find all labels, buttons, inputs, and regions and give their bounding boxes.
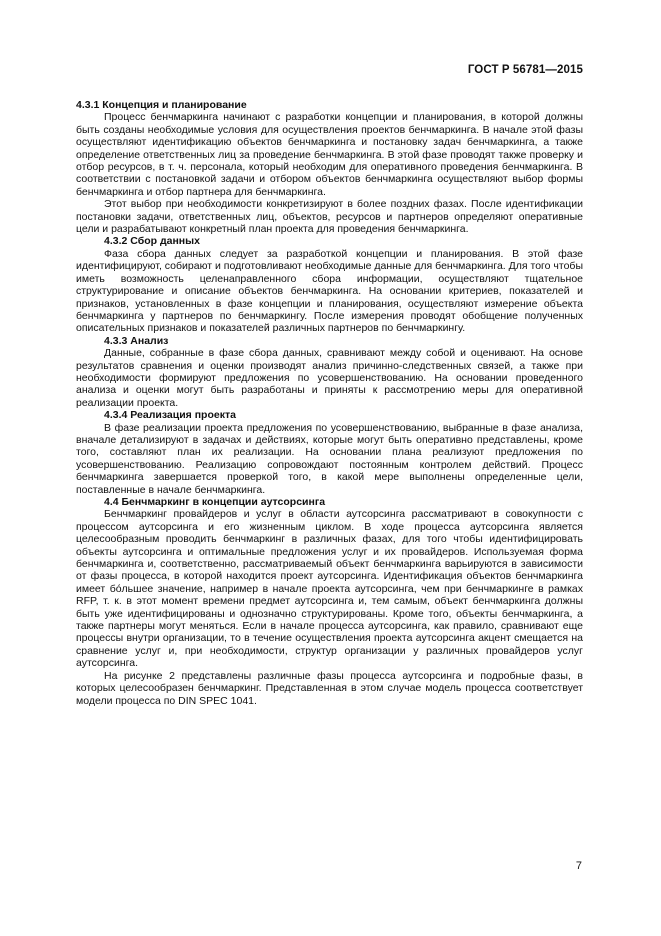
paragraph: В фазе реализации проекта предложения по усовершенствованию, выбранные в фазе анализа, вначале детализируют в задачах и действиях, которые могут быть оперативно представлены, кроме того, составляют план их реализации. На основании плана реализуют предложения по усовершенствованию. Реализацию сопровождают постоянным контролем действий. Процесс бенчмаркинга завершается проверкой того, в какой мере выполнены определенные цели, поставленные в начале бенчмаркинга. <box>76 421 583 496</box>
paragraph: Бенчмаркинг провайдеров и услуг в области аутсорсинга рассматривают в совокупности с процессом аутсорсинга и его жизненным циклом. В ходе процесса аутсорсинга является целесообразным проводить бенчмаркинг в различных фазах, для того чтобы идентифицировать объекты аутсорсинга и оптимальные предложения услуг и их провайдеров. Используемая форма бенчмаркинга и, соответственно, рассматриваемый объект бенчмаркинга варьируются в зависимости от фазы процесса, в которой находится проект аутсорсинга. Идентификация объектов бенчмаркинга имеет бо́льшее значение, например в начале проекта аутсорсинга, чем при бенчмаркинге в рамках RFP, т. к. в этот момент времени предмет аутсорсинга и, тем самым, объект бенчмаркинга должны быть уже идентифицированы и однозначно структурированы. Кроме того, объекты бенчмаркинга, а также партнеры могут меняться. Если в начале процесса аутсорсинга, как правило, сравнивают еще процессы внутри организации, то в течение осуществления проекта аутсорсинга акцент смещается на сравнение услуг и, при необходимости, структур организации у различных провайдеров услуг аутсорсинга. <box>76 508 583 670</box>
document-body <box>76 99 583 707</box>
document-header: ГОСТ Р 56781—2015 <box>467 64 583 76</box>
paragraph: Этот выбор при необходимости конкретизируют в более поздних фазах. После идентификации постановки задачи, ответственных лиц, объектов, ресурсов и партнеров определяют оперативные цели и разрабатывают конкретный план проекта для проведения бенчмаркинга. <box>76 198 583 236</box>
section-heading: 4.4 Бенчмаркинг в концепции аутсорсинга <box>104 496 326 508</box>
page-number: 7 <box>575 860 582 872</box>
paragraph: Фаза сбора данных следует за разработкой концепции и планирования. В этой фазе идентифицируют, собирают и подготовливают необходимые данные для бенчмаркинга. Для того чтобы иметь возможность целенаправленного сбора информации, осуществляют тщательное структурирование и описание объектов бенчмаркинга. На основании критериев, показателей и признаков, установленных в фазе концепции и планирования, осуществляют измерение объекта бенчмаркинга у партнеров по бенчмаркингу. После измерения проводят обобщение полученных описательных признаков и показателей различных партнеров по бенчмаркингу. <box>76 247 583 335</box>
section-heading: 4.3.4 Реализация проекта <box>104 409 236 422</box>
paragraph: Процесс бенчмаркинга начинают с разработки концепции и планирования, в которой должны быть созданы необходимые условия для осуществления проектов бенчмаркинга. В начале этой фазы осуществляют идентификацию объектов бенчмаркинга и постановку задач бенчмаркинга, а также определение ответственных лиц за проведение бенчмаркинга. В этой фазе проводят также проверку и отбор ресурсов, в т. ч. персонала, который необходим для оперативного проведения бенчмаркинга. В соответствии с постановкой задачи и отбором объектов бенчмаркинга осуществляют выбор формы бенчмаркинга и отбор партнера для бенчмаркинга. <box>76 111 583 198</box>
paragraph: Данные, собранные в фазе сбора данных, сравнивают между собой и оценивают. На основе результатов сравнения и оценки производят анализ причинно-следственных связей, а также при необходимости формируют предложения по усовершенствованию. На основании проведенного анализа и оценки могут быть разработаны и приняты к рассмотрению меры для оперативной реализации проекта. <box>76 347 583 409</box>
section-heading: 4.3.1 Концепция и планирование <box>76 99 247 111</box>
paragraph: На рисунке 2 представлены различные фазы процесса аутсорсинга и подробные фазы, в которых целесообразен бенчмаркинг. Представленная в этом случае модель процесса соответствует модели процесса по DIN SPEC 1041. <box>76 669 583 707</box>
section-heading: 4.3.2 Сбор данных <box>104 235 200 248</box>
section-heading: 4.3.3 Анализ <box>104 334 169 347</box>
